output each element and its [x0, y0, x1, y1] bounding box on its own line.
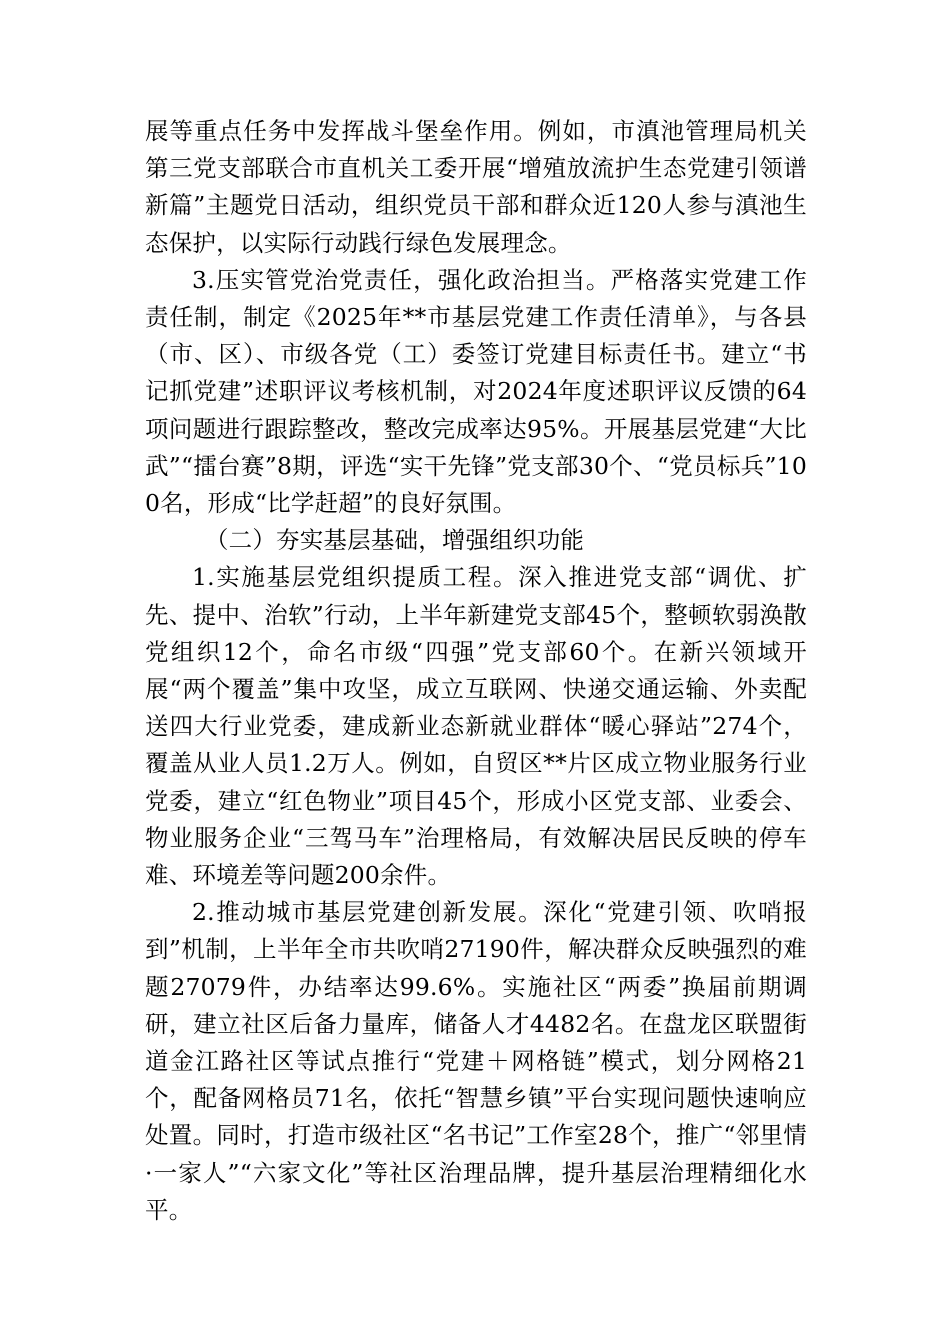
paragraph-organization-quality: 1.实施基层党组织提质工程。深入推进党支部“调优、扩先、提中、治软”行动，上半年新建党支部45个，整顿软弱涣散党组织12个，命名市级“四强”党支部60个。在新兴领域开展“两个覆盖”集中攻坚，成立互联网、快递交通运输、外卖配送四大行业党委，建成新业态新就业群体“暖心驿站”274个，覆盖从业人员1.2万人。例如，自贸区**片区成立物业服务行业党委，建立“红色物业”项目45个，形成小区党支部、业委会、物业服务企业“三驾马车”治理格局，有效解决居民反映的停车难、环境差等问题200余件。 — [145, 563, 807, 890]
paragraph-continued: 展等重点任务中发挥战斗堡垒作用。例如，市滇池管理局机关第三党支部联合市直机关工委开展“增殖放流护生态党建引领谱新篇”主题党日活动，组织党员干部和群众近120人参与滇池生态保护，以实际行动践行绿色发展理念。 — [145, 117, 807, 257]
section-heading-grassroots: （二）夯实基层基础，增强组织功能 — [204, 526, 585, 555]
document-body — [145, 113, 807, 1229]
paragraph-urban-party-building: 2.推动城市基层党建创新发展。深化“党建引领、吹哨报到”机制，上半年全市共吹哨27190件，解决群众反映强烈的难题27079件，办结率达99.6%。实施社区“两委”换届前期调研，建立社区后备力量库，储备人才4482名。在盘龙区联盟街道金江路社区等试点推行“党建＋网格链”模式，划分网格21个，配备网格员71名，依托“智慧乡镇”平台实现问题快速响应处置。同时，打造市级社区“名书记”工作室28个，推广“邻里情·一家人”“六家文化”等社区治理品牌，提升基层治理精细化水平。 — [145, 898, 807, 1224]
paragraph-party-responsibility: 3.压实管党治党责任，强化政治担当。严格落实党建工作责任制，制定《2025年**市基层党建工作责任清单》，与各县（市、区）、市级各党（工）委签订党建目标责任书。建立“书记抓党建”述职评议考核机制，对2024年度述职评议反馈的64项问题进行跟踪整改，整改完成率达95%。开展基层党建“大比武”“擂台赛”8期，评选“实干先锋”党支部30个、“党员标兵”100名，形成“比学赶超”的良好氛围。 — [145, 265, 807, 518]
